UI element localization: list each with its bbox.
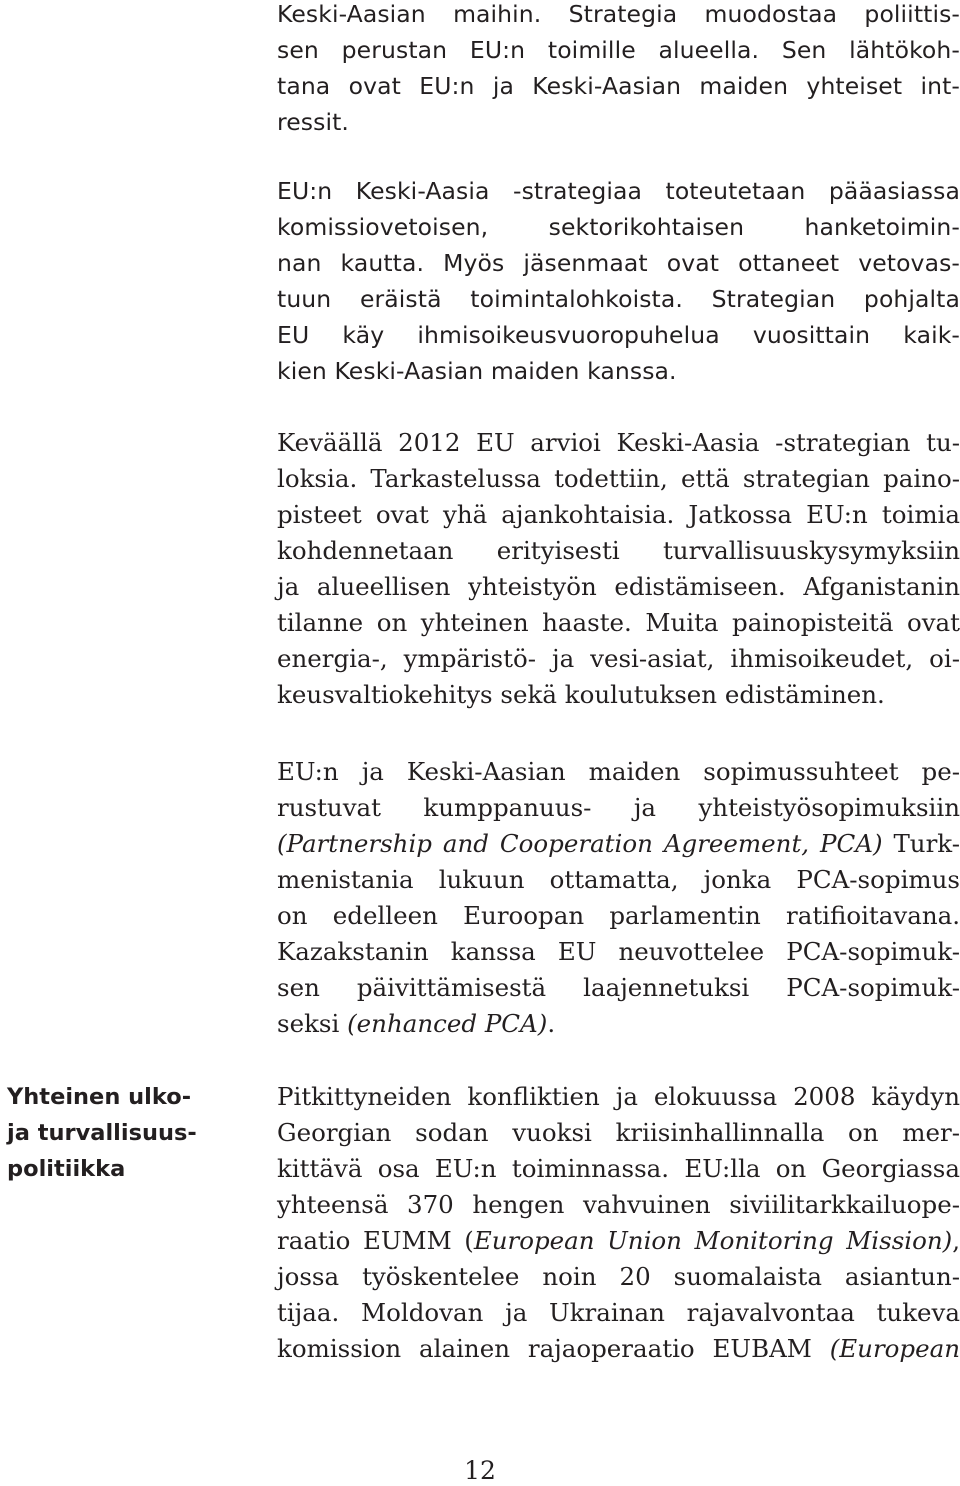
text-line: jossa työskentelee noin 20 suomalaista asiantun-: [277, 1262, 960, 1291]
text-line: ressit.: [277, 108, 350, 136]
paragraph-strategy-implementation: [277, 173, 960, 389]
text-line: EU käy ihmisoikeusvuoropuhelua vuosittain kaik-: [277, 321, 960, 349]
text-line: sen perustan EU:n toimille alueella. Sen lähtökoh-: [277, 36, 960, 64]
text-line: Kazakstanin kanssa EU neuvottelee PCA-sopimuk-: [277, 937, 960, 966]
text-line-mixed: [277, 1006, 960, 1042]
text-line: kittävä osa EU:n toiminnassa. EU:lla on Georgiassa: [277, 1154, 960, 1183]
paragraph-pca-agreements: [277, 754, 960, 1042]
italic-term: (European: [829, 1334, 960, 1363]
text-span: raatio EUMM (: [277, 1226, 474, 1255]
text-line: Pitkittyneiden konfliktien ja elokuussa 2008 käydyn: [277, 1082, 960, 1111]
text-line: keusvaltiokehitys sekä koulutuksen edistäminen.: [277, 680, 885, 709]
text-line: yhteensä 370 hengen vahvuinen siviilitarkkailuope-: [277, 1190, 960, 1219]
text-line-mixed: [277, 1331, 960, 1367]
text-line: komissiovetoisen, sektorikohtaisen hanketoimin-: [277, 213, 960, 241]
text-line: kohdennetaan erityisesti turvallisuuskysymyksiin: [277, 536, 960, 565]
text-line: nan kautta. Myös jäsenmaat ovat ottaneet vetovas-: [277, 249, 960, 277]
text-line: rustuvat kumppanuus- ja yhteistyösopimuksiin: [277, 793, 960, 822]
text-line: EU:n ja Keski-Aasian maiden sopimussuhteet pe-: [277, 757, 960, 786]
text-line: tilanne on yhteinen haaste. Muita painopisteitä ovat: [277, 608, 960, 637]
sidebar-heading-line: Yhteinen ulko-: [7, 1084, 192, 1110]
paragraph-strategy-review: [277, 425, 960, 713]
sidebar-heading-line: politiikka: [7, 1156, 126, 1182]
text-line: Georgian sodan vuoksi kriisinhallinnalla on mer-: [277, 1118, 960, 1147]
italic-term: (enhanced PCA): [347, 1009, 548, 1038]
text-line-mixed: [277, 1223, 960, 1259]
text-line: pisteet ovat yhä ajankohtaisia. Jatkossa EU:n toimia: [277, 500, 960, 529]
text-span: .: [547, 1009, 556, 1038]
paragraph-intro: [277, 0, 960, 140]
text-line: ja alueellisen yhteistyön edistämiseen. Afganistanin: [277, 572, 960, 601]
text-line: loksia. Tarkastelussa todettiin, että strategian paino-: [277, 464, 960, 493]
text-span: ,: [952, 1226, 960, 1255]
text-line: on edelleen Euroopan parlamentin ratifioitavana.: [277, 901, 960, 930]
text-line: EU:n Keski-Aasia -strategiaa toteutetaan pääasiassa: [277, 177, 960, 205]
text-line: tijaa. Moldovan ja Ukrainan rajavalvontaa tukeva: [277, 1298, 960, 1327]
italic-term: European Union Monitoring Mission): [473, 1226, 953, 1255]
paragraph-crisis-management: [277, 1079, 960, 1367]
text-line: menistania lukuun ottamatta, jonka PCA-sopimus: [277, 865, 960, 894]
text-span: Turk-: [882, 829, 960, 858]
text-line-mixed: [277, 826, 960, 862]
text-span: seksi: [277, 1009, 348, 1038]
text-line: Keski-Aasian maihin. Strategia muodostaa poliittis-: [277, 0, 960, 28]
sidebar-heading: [7, 1079, 247, 1187]
italic-term: (Partnership and Cooperation Agreement, PCA): [277, 829, 883, 858]
text-line: sen päivittämisestä laajennetuksi PCA-sopimuk-: [277, 973, 960, 1002]
text-line: energia-, ympäristö- ja vesi-asiat, ihmisoikeudet, oi-: [277, 644, 960, 673]
text-line: tana ovat EU:n ja Keski-Aasian maiden yhteiset int-: [277, 72, 960, 100]
text-line: Keväällä 2012 EU arvioi Keski-Aasia -strategian tu-: [277, 428, 960, 457]
text-span: komission alainen rajaoperaatio EUBAM: [277, 1334, 830, 1363]
sidebar-heading-line: ja turvallisuus-: [7, 1120, 197, 1146]
text-line: kien Keski-Aasian maiden kanssa.: [277, 357, 677, 385]
page-number: 12: [464, 1456, 496, 1485]
text-line: tuun eräistä toimintalohkoista. Strategian pohjalta: [277, 285, 960, 313]
